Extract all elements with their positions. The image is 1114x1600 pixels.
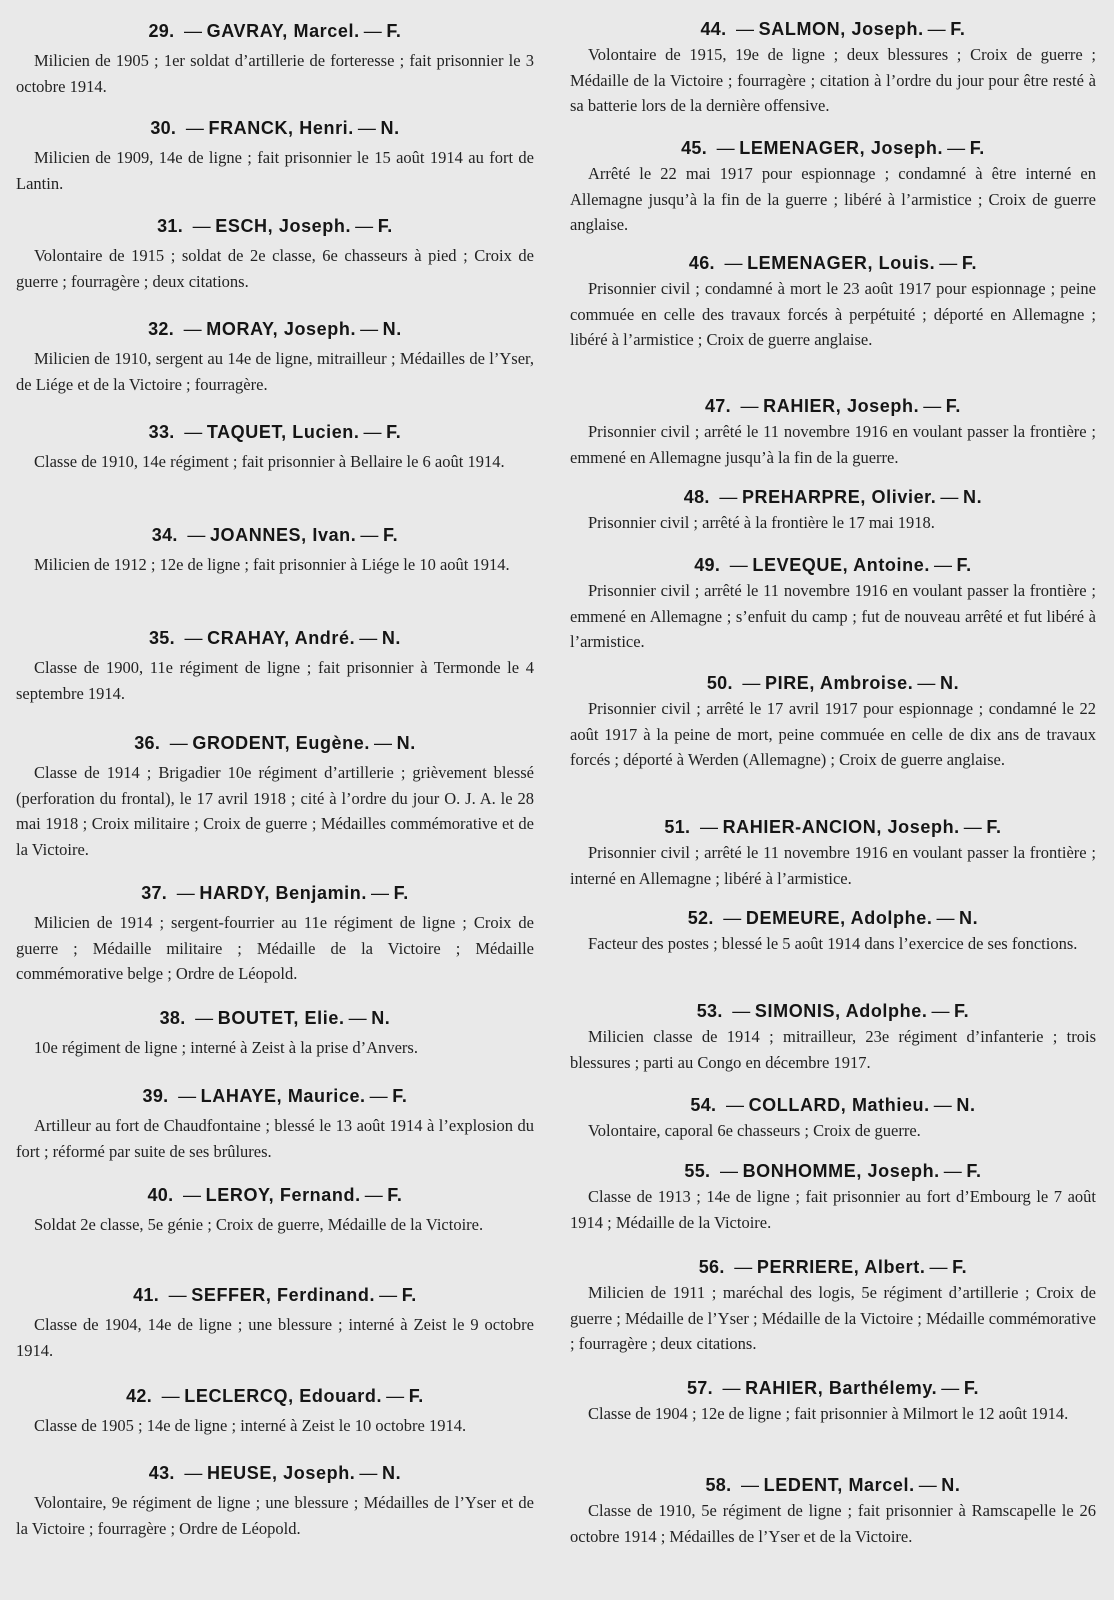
entry-text: Prisonnier civil ; arrêté le 11 novembre 1916 en voulant passer la frontière ; interné en Allemagne ; libéré à l’armistice. bbox=[570, 843, 1096, 888]
entry-status: N. bbox=[396, 733, 416, 753]
entry-text: Soldat 2e classe, 5e génie ; Croix de guerre, Médaille de la Victoire. bbox=[34, 1215, 484, 1234]
dash-separator: — bbox=[195, 1008, 214, 1028]
right-column bbox=[570, 0, 1096, 1600]
dash-separator: — bbox=[168, 1285, 188, 1305]
entry-name: TAQUET, Lucien. bbox=[206, 422, 360, 442]
entry-name: COLLARD, Mathieu. bbox=[748, 1095, 930, 1115]
entry bbox=[570, 816, 1096, 891]
entry bbox=[570, 1160, 1096, 1235]
entry bbox=[16, 1184, 534, 1238]
entry-text: 10e régiment de ligne ; interné à Zeist à la prise d’Anvers. bbox=[34, 1038, 418, 1057]
entry-number: 44. bbox=[700, 19, 727, 39]
entry bbox=[16, 117, 534, 196]
dash-separator: — bbox=[369, 1086, 389, 1106]
dash-separator: — bbox=[940, 487, 960, 507]
entry-number: 42. bbox=[126, 1386, 153, 1406]
dash-separator: — bbox=[184, 628, 204, 648]
entry bbox=[570, 1094, 1096, 1144]
entry-text: Classe de 1905 ; 14e de ligne ; interné à Zeist le 10 octobre 1914. bbox=[34, 1416, 467, 1435]
entry-name: HEUSE, Joseph. bbox=[206, 1463, 356, 1483]
dash-separator: — bbox=[722, 1378, 742, 1398]
dash-separator: — bbox=[923, 396, 942, 416]
entry-heading bbox=[570, 672, 1096, 694]
dash-separator: — bbox=[359, 628, 378, 648]
entry-number: 48. bbox=[683, 487, 710, 507]
entry-status: F. bbox=[966, 1161, 982, 1181]
entry-heading bbox=[570, 137, 1096, 159]
entry-name: PERRIERE, Albert. bbox=[756, 1257, 926, 1277]
entry-name: LEMENAGER, Louis. bbox=[747, 253, 936, 273]
entry-text: Volontaire, 9e régiment de ligne ; une blessure ; Médailles de l’Yser et de la Victoire ; fourragère ; Ordre de Léopold. bbox=[16, 1493, 534, 1538]
dash-separator: — bbox=[929, 1257, 949, 1277]
entry-text: Classe de 1900, 11e régiment de ligne ; fait prisonnier à Termonde le 4 septembre 1914. bbox=[16, 658, 534, 703]
entry-number: 35. bbox=[148, 628, 175, 648]
entry bbox=[570, 907, 1096, 957]
dash-separator: — bbox=[941, 1378, 960, 1398]
dash-separator: — bbox=[184, 1463, 203, 1483]
entry-number: 43. bbox=[148, 1463, 175, 1483]
entry-name: ESCH, Joseph. bbox=[215, 216, 352, 236]
entry-number: 40. bbox=[147, 1185, 174, 1205]
entry-text: Classe de 1914 ; Brigadier 10e régiment d’artillerie ; grièvement blessé (perforation du frontal), le 17 avril 1918 ; cité à l’ordre du jour O. J. A. le 28 mai 1918 ; Croix militaire ; Croix de guerre ; Médailles commémorative et de la Victoire. bbox=[16, 763, 534, 859]
dash-separator: — bbox=[933, 555, 953, 575]
entry-number: 50. bbox=[706, 673, 733, 693]
entry bbox=[570, 252, 1096, 353]
entry-name: GRODENT, Eugène. bbox=[192, 733, 370, 753]
entry-text: Classe de 1904, 14e de ligne ; une blessure ; interné à Zeist le 9 octobre 1914. bbox=[16, 1315, 534, 1360]
entry bbox=[16, 421, 534, 475]
entry-name: LECLERCQ, Edouard. bbox=[184, 1386, 383, 1406]
entry-status: N. bbox=[963, 487, 983, 507]
dash-separator: — bbox=[360, 525, 379, 545]
entry-text: Volontaire, caporal 6e chasseurs ; Croix de guerre. bbox=[588, 1121, 921, 1140]
entry-status: F. bbox=[986, 817, 1002, 837]
entry-name: PREHARPRE, Olivier. bbox=[741, 487, 937, 507]
entry-number: 53. bbox=[696, 1001, 723, 1021]
entry-name: PIRE, Ambroise. bbox=[764, 673, 914, 693]
entry-status: N. bbox=[959, 908, 979, 928]
entry-heading bbox=[16, 524, 534, 546]
entry-name: BONHOMME, Joseph. bbox=[742, 1161, 940, 1181]
dash-separator: — bbox=[363, 422, 383, 442]
entry bbox=[16, 1007, 534, 1061]
dash-separator: — bbox=[729, 555, 749, 575]
entry bbox=[570, 1474, 1096, 1549]
entry-text: Prisonnier civil ; arrêté à la frontière le 17 mai 1918. bbox=[588, 513, 935, 532]
entry-text: Volontaire de 1915 ; soldat de 2e classe, 6e chasseurs à pied ; Croix de guerre ; fourragère ; deux citations. bbox=[16, 246, 534, 291]
entry-text: Milicien classe de 1914 ; mitrailleur, 23e régiment d’infanterie ; trois blessures ; parti au Congo en décembre 1917. bbox=[570, 1027, 1096, 1072]
entry-name: SALMON, Joseph. bbox=[758, 19, 924, 39]
entry-status: F. bbox=[956, 555, 972, 575]
entry-status: F. bbox=[386, 422, 402, 442]
entry bbox=[16, 627, 534, 706]
entry-text: Milicien de 1911 ; maréchal des logis, 5e régiment d’artillerie ; Croix de guerre ; Médaille de l’Yser ; Médaille de la Victoire ; Médaille commémorative ; fourragère ; deux citations. bbox=[570, 1283, 1096, 1353]
dash-separator: — bbox=[348, 1008, 368, 1028]
entry-number: 39. bbox=[142, 1086, 169, 1106]
entry-number: 41. bbox=[133, 1285, 160, 1305]
entry-heading bbox=[16, 1385, 534, 1407]
entry-number: 58. bbox=[705, 1475, 732, 1495]
entry-name: JOANNES, Ivan. bbox=[209, 525, 357, 545]
entry-heading bbox=[570, 1474, 1096, 1496]
entry-text: Milicien de 1914 ; sergent-fourrier au 11e régiment de ligne ; Croix de guerre ; Médaille militaire ; Médaille de la Victoire ; Médaille commémorative belge ; Ordre de Léopold. bbox=[16, 913, 534, 983]
entry-heading bbox=[570, 1377, 1096, 1399]
entry bbox=[16, 1284, 534, 1363]
entry-status: F. bbox=[383, 525, 399, 545]
entry-heading bbox=[16, 1007, 534, 1029]
entry-text: Classe de 1910, 14e régiment ; fait prisonnier à Bellaire le 6 août 1914. bbox=[34, 452, 505, 471]
entry-number: 33. bbox=[148, 422, 175, 442]
entry-status: F. bbox=[387, 1185, 403, 1205]
dash-separator: — bbox=[185, 118, 205, 138]
entry bbox=[570, 137, 1096, 238]
entry-heading bbox=[16, 318, 534, 340]
entry-text: Milicien de 1909, 14e de ligne ; fait prisonnier le 15 août 1914 au fort de Lantin. bbox=[16, 148, 534, 193]
entry-heading bbox=[570, 252, 1096, 274]
entry-heading bbox=[16, 117, 534, 139]
entry-status: N. bbox=[939, 673, 960, 693]
dash-separator: — bbox=[373, 733, 393, 753]
dash-separator: — bbox=[740, 396, 760, 416]
dash-separator: — bbox=[918, 1475, 938, 1495]
entry-status: F. bbox=[386, 21, 402, 41]
entry-number: 55. bbox=[684, 1161, 711, 1181]
dash-separator: — bbox=[719, 487, 738, 507]
dash-separator: — bbox=[719, 1161, 739, 1181]
entry bbox=[570, 18, 1096, 119]
entry-status: F. bbox=[377, 216, 393, 236]
entry-status: N. bbox=[380, 118, 400, 138]
entry-number: 51. bbox=[664, 817, 691, 837]
dash-separator: — bbox=[725, 1095, 745, 1115]
entry-text: Milicien de 1905 ; 1er soldat d’artillerie de forteresse ; fait prisonnier le 3 octobre 1914. bbox=[16, 51, 534, 96]
entry bbox=[16, 20, 534, 99]
dash-separator: — bbox=[161, 1386, 181, 1406]
entry-number: 32. bbox=[148, 319, 175, 339]
entry-name: RAHIER, Barthélemy. bbox=[745, 1378, 938, 1398]
dash-separator: — bbox=[360, 319, 379, 339]
entry-heading bbox=[16, 1085, 534, 1107]
entry-name: FRANCK, Henri. bbox=[208, 118, 354, 138]
entry-status: F. bbox=[950, 19, 966, 39]
entry-number: 36. bbox=[134, 733, 161, 753]
entry-status: N. bbox=[941, 1475, 961, 1495]
entry-status: N. bbox=[371, 1008, 391, 1028]
entry-name: SIMONIS, Adolphe. bbox=[754, 1001, 928, 1021]
entry-text: Milicien de 1910, sergent au 14e de ligne, mitrailleur ; Médailles de l’Yser, de Liége et de la Victoire ; fourragère. bbox=[16, 349, 534, 394]
dash-separator: — bbox=[183, 319, 203, 339]
entry-name: MORAY, Joseph. bbox=[206, 319, 357, 339]
entry-name: HARDY, Benjamin. bbox=[199, 883, 367, 903]
entry-number: 52. bbox=[687, 908, 714, 928]
entry-heading bbox=[16, 20, 534, 42]
entry-heading bbox=[570, 907, 1096, 929]
entry bbox=[570, 1000, 1096, 1075]
entry-name: DEMEURE, Adolphe. bbox=[745, 908, 933, 928]
entry-status: F. bbox=[963, 1378, 980, 1398]
entry bbox=[16, 1462, 534, 1541]
entry-name: LEDENT, Marcel. bbox=[763, 1475, 915, 1495]
entry-heading bbox=[570, 486, 1096, 508]
entry-number: 37. bbox=[141, 883, 168, 903]
entry-name: RAHIER, Joseph. bbox=[763, 396, 920, 416]
entry bbox=[570, 395, 1096, 470]
entry-status: F. bbox=[393, 883, 409, 903]
entry-number: 38. bbox=[159, 1008, 186, 1028]
dash-separator: — bbox=[723, 908, 742, 928]
entry bbox=[16, 524, 534, 578]
entry-number: 31. bbox=[157, 216, 184, 236]
entry bbox=[570, 554, 1096, 655]
dash-separator: — bbox=[732, 1001, 751, 1021]
dash-separator: — bbox=[176, 883, 196, 903]
entry-number: 47. bbox=[705, 396, 731, 416]
dash-separator: — bbox=[359, 1463, 378, 1483]
entry bbox=[570, 1377, 1096, 1427]
entry-name: RAHIER-ANCION, Joseph. bbox=[722, 817, 960, 837]
entry-heading bbox=[570, 1256, 1096, 1278]
dash-separator: — bbox=[917, 673, 936, 693]
entry bbox=[570, 486, 1096, 536]
entry-heading bbox=[16, 1284, 534, 1306]
dash-separator: — bbox=[370, 883, 390, 903]
entry-number: 56. bbox=[698, 1257, 725, 1277]
dash-separator: — bbox=[178, 1086, 197, 1106]
entry-status: F. bbox=[401, 1285, 417, 1305]
entry-heading bbox=[16, 1462, 534, 1484]
entry bbox=[570, 1256, 1096, 1357]
dash-separator: — bbox=[939, 253, 958, 273]
dash-separator: — bbox=[355, 216, 374, 236]
entry-status: N. bbox=[382, 319, 402, 339]
entry bbox=[16, 215, 534, 294]
dash-separator: — bbox=[736, 19, 755, 39]
entry-number: 46. bbox=[688, 253, 715, 273]
dash-separator: — bbox=[184, 21, 203, 41]
entry-heading bbox=[16, 732, 534, 754]
entry bbox=[16, 882, 534, 987]
dash-separator: — bbox=[742, 673, 761, 693]
entry-text: Prisonnier civil ; arrêté le 17 avril 1917 pour espionnage ; condamné le 22 août 1917 à la peine de mort, peine commuée en celle de dix ans de travaux forcés ; déporté à Werden (Allemagne) ; Croix de guerre anglaise. bbox=[570, 699, 1096, 769]
entry-heading bbox=[16, 1184, 534, 1206]
dash-separator: — bbox=[716, 138, 736, 158]
entry-heading bbox=[16, 627, 534, 649]
entry-text: Classe de 1913 ; 14e de ligne ; fait prisonnier au fort d’Embourg le 7 août 1914 ; Médaille de la Victoire. bbox=[570, 1187, 1096, 1232]
entry-number: 57. bbox=[686, 1378, 713, 1398]
entry-heading bbox=[16, 882, 534, 904]
entry-text: Prisonnier civil ; arrêté le 11 novembre 1916 en voulant passer la frontière ; emmené en Allemagne ; s’enfuit du camp ; fut de nouveau arrêté et fut libéré à l’armistice. bbox=[570, 581, 1096, 651]
dash-separator: — bbox=[943, 1161, 963, 1181]
entry-text: Milicien de 1912 ; 12e de ligne ; fait prisonnier à Liége le 10 août 1914. bbox=[34, 555, 510, 574]
entry-text: Artilleur au fort de Chaudfontaine ; blessé le 13 août 1914 à l’explosion du fort ; réformé par suite de ses brûlures. bbox=[16, 1116, 534, 1161]
entry-status: F. bbox=[969, 138, 985, 158]
entry-status: F. bbox=[408, 1386, 424, 1406]
entry-status: F. bbox=[961, 253, 978, 273]
entry-name: CRAHAY, André. bbox=[207, 628, 356, 648]
entry-heading bbox=[570, 816, 1096, 838]
dash-separator: — bbox=[947, 138, 966, 158]
dash-separator: — bbox=[931, 1001, 951, 1021]
entry-status: F. bbox=[392, 1086, 408, 1106]
dash-separator: — bbox=[187, 525, 206, 545]
entry bbox=[570, 672, 1096, 773]
dash-separator: — bbox=[933, 1095, 953, 1115]
entry-text: Volontaire de 1915, 19e de ligne ; deux blessures ; Croix de guerre ; Médaille de la Victoire ; fourragère ; citation à l’ordre du jour pour être resté à sa batterie lors de la dernière offensive. bbox=[570, 45, 1096, 115]
entry-text: Arrêté le 22 mai 1917 pour espionnage ; condamné à être interné en Allemagne jusqu’à la fin de la guerre ; libéré à l’armistice ; Croix de guerre anglaise. bbox=[570, 164, 1096, 234]
entry bbox=[16, 1385, 534, 1439]
entry-name: LEROY, Fernand. bbox=[205, 1185, 361, 1205]
entry bbox=[16, 318, 534, 397]
dash-separator: — bbox=[379, 1285, 398, 1305]
entry-name: LEMENAGER, Joseph. bbox=[739, 138, 944, 158]
dash-separator: — bbox=[169, 733, 189, 753]
dash-separator: — bbox=[741, 1475, 760, 1495]
dash-separator: — bbox=[184, 422, 203, 442]
entry-heading bbox=[570, 1094, 1096, 1116]
entry-heading bbox=[570, 395, 1096, 417]
dash-separator: — bbox=[357, 118, 377, 138]
entry-text: Classe de 1904 ; 12e de ligne ; fait prisonnier à Milmort le 12 août 1914. bbox=[588, 1404, 1069, 1423]
dash-separator: — bbox=[734, 1257, 753, 1277]
entry-name: BOUTET, Elie. bbox=[217, 1008, 345, 1028]
entry-heading bbox=[570, 1000, 1096, 1022]
entry-status: N. bbox=[956, 1095, 976, 1115]
entry-status: N. bbox=[381, 628, 402, 648]
entry-name: GAVRAY, Marcel. bbox=[206, 21, 360, 41]
entry-name: SEFFER, Ferdinand. bbox=[191, 1285, 376, 1305]
entry-status: F. bbox=[954, 1001, 970, 1021]
dash-separator: — bbox=[364, 1185, 384, 1205]
left-column bbox=[16, 0, 534, 1600]
entry-name: LEVEQUE, Antoine. bbox=[752, 555, 930, 575]
dash-separator: — bbox=[927, 19, 947, 39]
entry-heading bbox=[570, 18, 1096, 40]
entry-number: 45. bbox=[681, 138, 708, 158]
entry-name: LAHAYE, Maurice. bbox=[200, 1086, 366, 1106]
entry-number: 49. bbox=[694, 555, 721, 575]
dash-separator: — bbox=[936, 908, 956, 928]
entry bbox=[16, 1085, 534, 1164]
entry-number: 54. bbox=[690, 1095, 717, 1115]
entry-status: F. bbox=[952, 1257, 968, 1277]
dash-separator: — bbox=[363, 21, 383, 41]
entry-number: 34. bbox=[151, 525, 178, 545]
entry-heading bbox=[570, 554, 1096, 576]
entry-heading bbox=[570, 1160, 1096, 1182]
entry-text: Prisonnier civil ; arrêté le 11 novembre 1916 en voulant passer la frontière ; emmené en Allemagne jusqu’à la fin de la guerre. bbox=[570, 422, 1096, 467]
dash-separator: — bbox=[192, 216, 212, 236]
dash-separator: — bbox=[963, 817, 983, 837]
entry-number: 30. bbox=[150, 118, 177, 138]
entry-heading bbox=[16, 421, 534, 443]
entry-text: Prisonnier civil ; condamné à mort le 23 août 1917 pour espionnage ; peine commuée en celle des travaux forcés à perpétuité ; déporté en Allemagne ; libéré à l’armistice ; Croix de guerre anglaise. bbox=[570, 279, 1096, 349]
dash-separator: — bbox=[183, 1185, 202, 1205]
dash-separator: — bbox=[724, 253, 744, 273]
entry-text: Classe de 1910, 5e régiment de ligne ; fait prisonnier à Ramscapelle le 26 octobre 1914 ; Médailles de l’Yser et de la Victoire. bbox=[570, 1501, 1096, 1546]
dash-separator: — bbox=[699, 817, 719, 837]
dash-separator: — bbox=[386, 1386, 405, 1406]
entry-status: N. bbox=[382, 1463, 402, 1483]
entry-number: 29. bbox=[148, 21, 175, 41]
entry-text: Facteur des postes ; blessé le 5 août 1914 dans l’exercice de ses fonctions. bbox=[588, 934, 1078, 953]
entry bbox=[16, 732, 534, 862]
entry-status: F. bbox=[945, 396, 961, 416]
entry-heading bbox=[16, 215, 534, 237]
